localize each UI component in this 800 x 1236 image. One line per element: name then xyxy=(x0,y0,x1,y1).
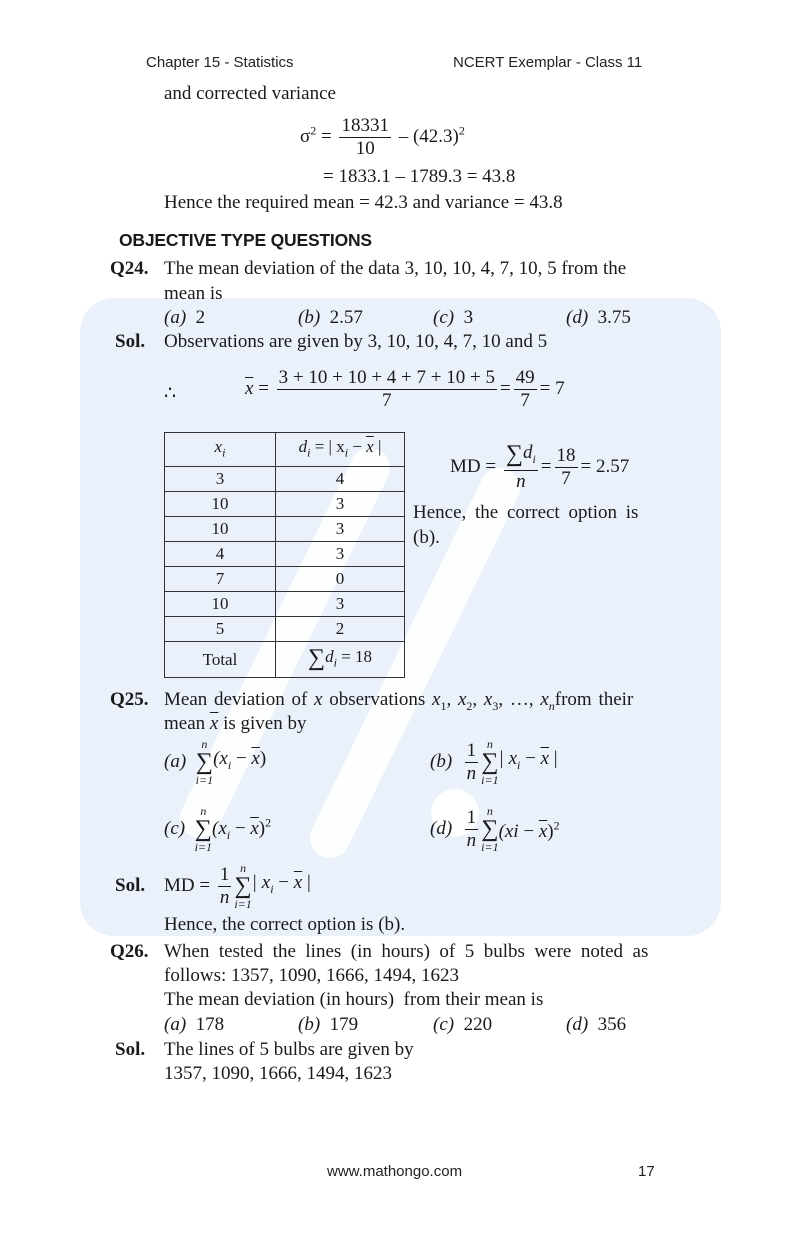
q24-sol-label: Sol. xyxy=(115,331,146,352)
table-row xyxy=(165,467,405,492)
minus-exponent: 2 xyxy=(458,123,465,138)
table-row xyxy=(165,542,405,567)
q25-line1: Mean deviation of x observations $x_1$, $x_2$, $x_3$, …, $x_nfrom$ their xyxy=(164,689,634,713)
table-row xyxy=(165,517,405,542)
total-label: Total xyxy=(165,642,276,678)
q26-line1: When tested the lines (in hours) of 5 bulbs were noted as xyxy=(164,941,649,962)
mean-fraction-2 xyxy=(514,367,537,412)
q25-hence: Hence, the correct option is (b). xyxy=(164,914,406,935)
table-row xyxy=(165,592,405,617)
denominator: 7 xyxy=(520,390,530,411)
q24-option-c: (c) 3 xyxy=(433,307,474,328)
sum-icon: n ∑ i=1 xyxy=(481,737,499,787)
table-header-row xyxy=(165,433,405,467)
cell-x: 7 xyxy=(165,567,276,592)
q24-sol-line1: Observations are given by 3, 10, 10, 4, 7, 10 and 5 xyxy=(164,331,548,352)
xbar: $\overline{x}$ xyxy=(245,377,254,399)
md-result: = 2.57 xyxy=(580,455,630,477)
q24-hence-line1: Hence, the correct option is xyxy=(413,502,639,523)
header-chapter: Chapter 15 - Statistics xyxy=(146,54,294,71)
cell-d: 3 xyxy=(276,517,405,542)
cell-d: 2 xyxy=(276,617,405,642)
variance-line2: = 1833.1 – 1789.3 = 43.8 xyxy=(323,166,516,187)
footer-page-number: 17 xyxy=(638,1163,655,1180)
q26-sol-line2: 1357, 1090, 1666, 1494, 1623 xyxy=(164,1063,392,1084)
numerator: 49 xyxy=(515,367,535,388)
mean-result: = 7 xyxy=(539,377,565,399)
md-fraction xyxy=(504,442,538,493)
q24-label: Q24. xyxy=(110,258,149,279)
q26-sol-line1: The lines of 5 bulbs are given by xyxy=(164,1039,414,1060)
q26-sol-label: Sol. xyxy=(115,1039,146,1060)
equals-sign: = xyxy=(540,455,552,477)
variance-conclusion: Hence the required mean = 42.3 and variance = 43.8 xyxy=(164,192,563,213)
footer-site: www.mathongo.com xyxy=(327,1163,463,1180)
q26-option-a: (a) 178 xyxy=(164,1014,225,1035)
sum-icon: n ∑ i=1 xyxy=(234,861,252,911)
q26-line2: follows: 1357, 1090, 1666, 1494, 1623 xyxy=(164,965,460,986)
cell-d: 3 xyxy=(276,492,405,517)
q24-text-line2: mean is xyxy=(164,283,223,304)
equals-sign: = xyxy=(499,377,511,399)
therefore-symbol: ∴ xyxy=(164,383,177,404)
minus-term: – (42.3) xyxy=(398,125,459,147)
table-row xyxy=(165,567,405,592)
q26-option-c: (c) 220 xyxy=(433,1014,493,1035)
q24-option-a: (a) 2 xyxy=(164,307,206,328)
equals-sign: = xyxy=(321,125,332,147)
md-formula xyxy=(450,442,629,493)
cell-x: 10 xyxy=(165,592,276,617)
fraction-numerator: 18331 xyxy=(341,115,389,136)
q25-sol-label: Sol. xyxy=(115,875,146,896)
sigma-exponent: 2 xyxy=(310,123,317,138)
q24-text-line1: The mean deviation of the data 3, 10, 10, 4, 7, 10, 5 from the xyxy=(164,258,627,279)
md-label: MD = xyxy=(450,455,497,477)
cell-d: 3 xyxy=(276,592,405,617)
q25-line2: mean $\overline{x}$ is given by xyxy=(164,713,307,734)
q26-option-d: (d) 356 xyxy=(566,1014,627,1035)
mean-numerator: 3 + 10 + 10 + 4 + 7 + 10 + 5 xyxy=(278,367,495,388)
cell-d: 3 xyxy=(276,542,405,567)
variance-intro: and corrected variance xyxy=(164,83,336,104)
table-row xyxy=(165,617,405,642)
q25-sol-formula: MD = $\frac{1}{n}$ n ∑ i=1 | $x_i - \overline{x}$ | xyxy=(164,861,311,911)
numerator: 18 xyxy=(556,444,576,466)
mean-denominator: 7 xyxy=(382,390,392,411)
md-numerator: $\sum d_i$ xyxy=(504,442,538,471)
header-book: NCERT Exemplar - Class 11 xyxy=(453,54,643,71)
total-value: $\sum d_i = 18$ xyxy=(276,642,405,678)
q24-option-d: (d) 3.75 xyxy=(566,307,631,328)
sum-icon: n ∑ i=1 xyxy=(194,804,213,854)
md-denominator: n xyxy=(516,470,526,492)
cell-x: 10 xyxy=(165,492,276,517)
q26-option-b: (b) 179 xyxy=(298,1014,359,1035)
cell-x: 3 xyxy=(165,467,276,492)
variance-formula xyxy=(300,115,465,160)
q24-option-b: (b) 2.57 xyxy=(298,307,363,328)
cell-x: 10 xyxy=(165,517,276,542)
md-fraction-2 xyxy=(555,445,578,490)
denominator: 7 xyxy=(561,467,571,489)
variance-fraction xyxy=(339,115,391,160)
cell-x: 4 xyxy=(165,542,276,567)
cell-d: 4 xyxy=(276,467,405,492)
q26-label: Q26. xyxy=(110,941,149,962)
sum-icon: n ∑ i=1 xyxy=(195,737,214,787)
sum-icon: n ∑ i=1 xyxy=(481,804,499,854)
table-row xyxy=(165,492,405,517)
q26-line3: The mean deviation (in hours) from their mean is xyxy=(164,989,544,1010)
mean-fraction xyxy=(277,367,497,412)
table-total-row xyxy=(165,642,405,678)
equals-sign: = xyxy=(258,377,269,399)
mean-formula xyxy=(245,367,565,412)
deviation-table xyxy=(164,432,405,678)
q24-hence-line2: (b). xyxy=(413,527,440,548)
q25-option-b: (b) $\frac{1}{n}$ n ∑ i=1 | $x_i - \overline{x}$ | xyxy=(430,737,558,787)
fraction-denominator: 10 xyxy=(355,138,375,159)
q25-option-a: (a) n ∑ i=1 $(x_i - \overline{x})$ xyxy=(164,737,267,787)
header-xi: $x_i$ xyxy=(165,433,276,467)
header-di: $d_i$ = | $x_i - \overline{x}$ | xyxy=(276,433,405,467)
section-title: OBJECTIVE TYPE QUESTIONS xyxy=(119,230,372,250)
q25-option-d: (d) $\frac{1}{n}$ n ∑ i=1 $(xi - \overline{x})^2$ xyxy=(430,804,560,854)
cell-x: 5 xyxy=(165,617,276,642)
q25-option-c: (c) n ∑ i=1 $(x_i - \overline{x})^2$ xyxy=(164,804,272,854)
cell-d: 0 xyxy=(276,567,405,592)
sigma-symbol: σ xyxy=(300,125,311,147)
q25-label: Q25. xyxy=(110,689,149,710)
